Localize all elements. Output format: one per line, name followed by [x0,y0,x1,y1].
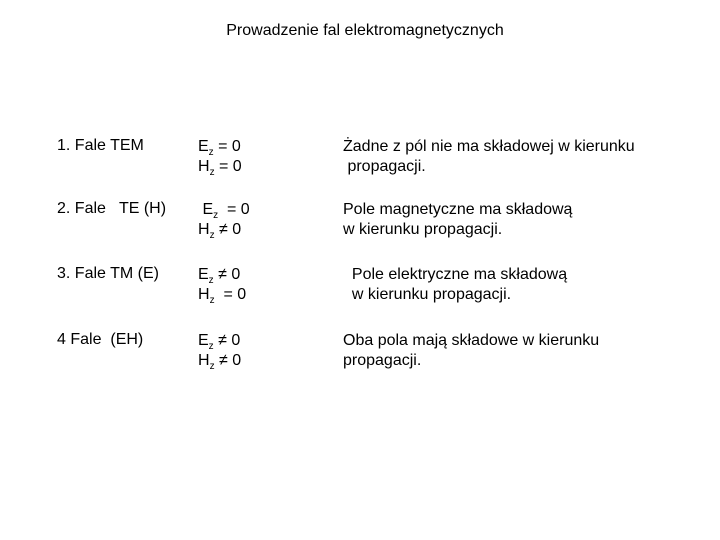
h-value: ≠ 0 [214,352,242,369]
description-line: propagacji. [343,352,422,369]
e-subscript: z [208,341,214,352]
h-letter: H [198,352,210,369]
description-line: w kierunku propagacji. [343,221,503,238]
e-condition [198,137,242,157]
h-value: ≠ 0 [214,221,242,238]
wave-type: 4 Fale (EH) [57,331,144,348]
table-row [0,137,720,189]
field-conditions [198,265,246,305]
wave-type: 3. Fale TM (E) [57,265,159,282]
h-subscript: z [209,361,215,372]
wave-description [343,200,572,240]
e-value: = 0 [213,138,241,155]
description-line: Pole elektryczne ma składową [343,266,568,283]
h-letter: H [198,286,210,303]
wave-description [343,137,635,177]
e-letter: E [198,332,209,349]
e-value: ≠ 0 [213,266,241,283]
page-title: Prowadzenie fal elektromagnetycznych [226,22,504,39]
table-row [0,331,720,383]
h-condition [198,220,250,240]
e-condition [198,200,250,220]
e-condition [198,265,246,285]
e-condition [198,331,241,351]
e-letter: E [198,266,209,283]
h-condition [198,157,242,177]
h-value: = 0 [214,158,242,175]
field-conditions [198,200,250,240]
table-row [0,200,720,252]
description-line: Pole magnetyczne ma składową [343,201,573,218]
table-row [0,265,720,317]
field-conditions [198,137,242,177]
description-line: w kierunku propagacji. [343,286,512,303]
h-condition [198,285,246,305]
wave-type: 2. Fale TE (H) [57,200,167,217]
h-condition [198,351,241,371]
h-subscript: z [209,295,215,306]
description-line: Żadne z pól nie ma składowej w kierunku [343,138,635,155]
e-letter: E [198,138,209,155]
wave-type: 1. Fale TEM [57,137,144,154]
e-subscript: z [208,275,214,286]
field-conditions [198,331,241,371]
wave-description [343,265,567,305]
e-subscript: z [213,210,219,221]
h-subscript: z [209,167,215,178]
e-letter: E [198,201,214,218]
h-letter: H [198,221,210,238]
description-line: Oba pola mają składowe w kierunku [343,332,600,349]
wave-description [343,331,599,371]
h-letter: H [198,158,210,175]
description-line: propagacji. [343,158,426,175]
e-subscript: z [208,147,214,158]
e-value: = 0 [218,201,250,218]
h-value: = 0 [214,286,247,303]
h-subscript: z [209,230,215,241]
e-value: ≠ 0 [213,332,241,349]
